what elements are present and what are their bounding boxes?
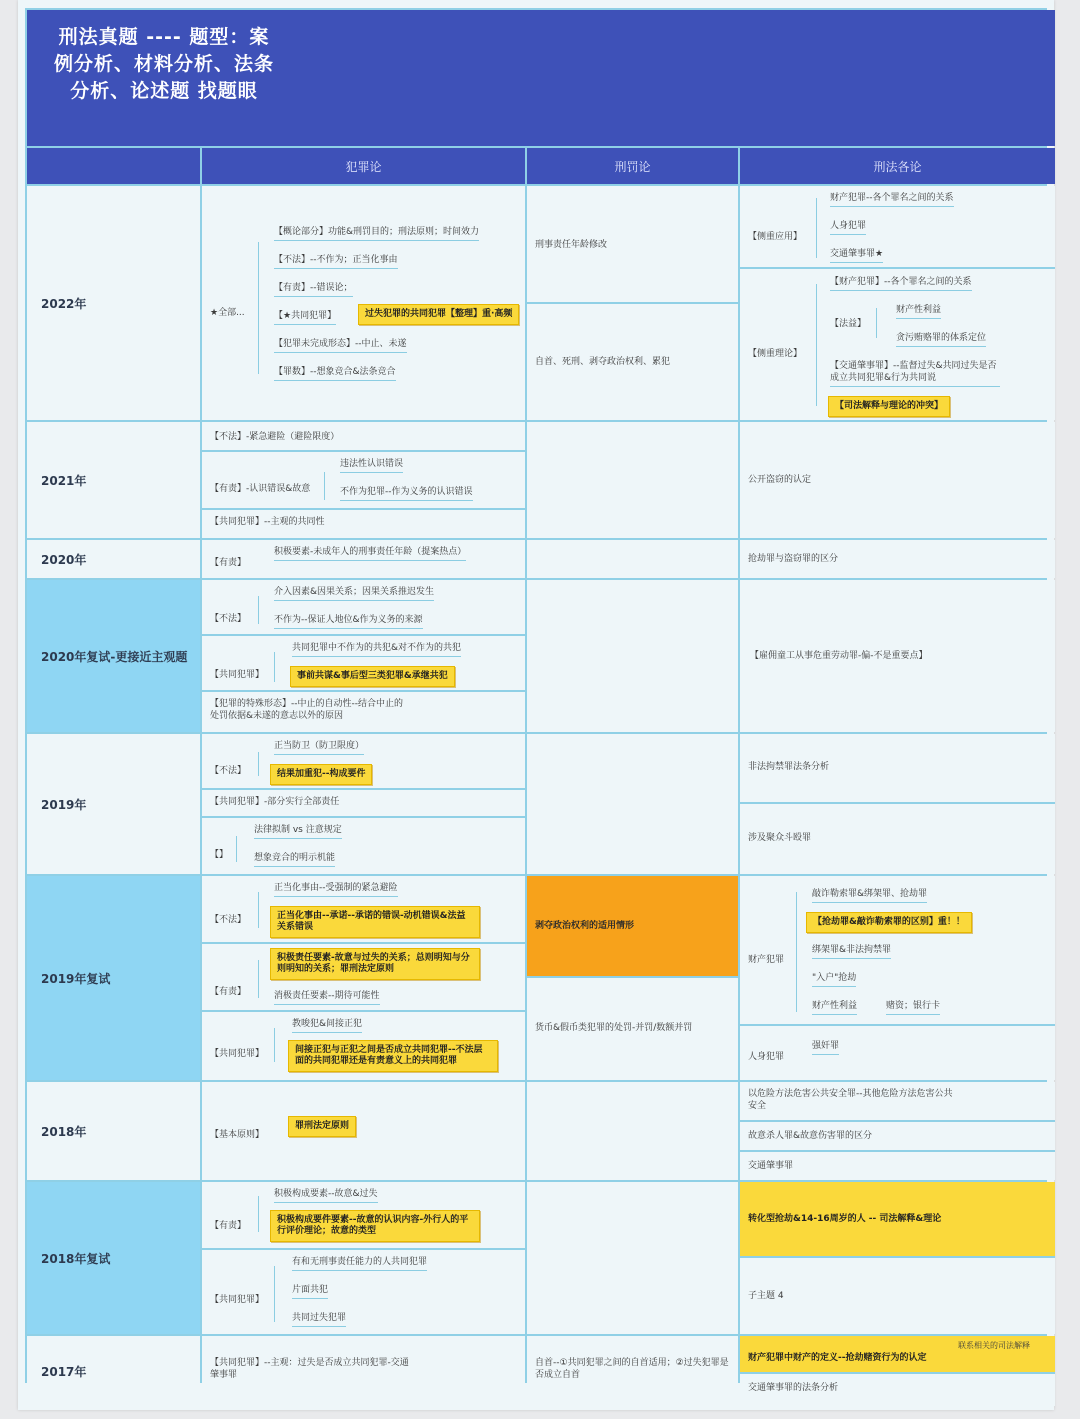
crime-2022 (202, 186, 525, 420)
node: 【犯罪未完成形态】--中止、未遂 (274, 338, 407, 353)
page-header (27, 10, 1055, 146)
node: 【罪数】--想象竞合&法条竞合 (274, 366, 396, 381)
node-note: 联系相关的司法解释 (958, 1341, 1030, 1350)
node: 自首--①共同犯罪之间的自首适用；②过失犯罪是否成立自首 (535, 1358, 729, 1380)
highlight-tag: 【抢劫罪&敲诈勒索罪的区别】重！！ (806, 912, 972, 933)
mindmap-table (25, 8, 1047, 1393)
node-root: 【不法】 (210, 766, 247, 776)
node: 财产犯罪中财产的定义--抢劫赌资行为的认定 (748, 1353, 927, 1363)
node: 正当化事由--受强制的紧急避险 (274, 882, 398, 897)
highlight-tag: 事前共谋&事后型三类犯罪&承继共犯 (290, 666, 455, 687)
highlight-tag: 过失犯罪的共同犯罪【整理】重·高频 (358, 304, 519, 325)
node-root: 【共同犯罪】 (210, 1295, 265, 1305)
node: 不作为--保证人地位&作为义务的来源 (274, 614, 423, 629)
column-header-punishment: 刑罚论 (527, 148, 738, 184)
node: 不作为犯罪--作为义务的认识错误 (340, 486, 473, 501)
year-label: 2020年复试-更接近主观题 (27, 580, 200, 732)
specific-2022 (740, 186, 1055, 420)
year-label: 2017年 (27, 1336, 200, 1406)
node: 介入因素&因果关系；因果关系推迟发生 (274, 586, 434, 601)
node-root: 【基本原则】 (210, 1130, 265, 1140)
node: 财产性利益 (812, 1000, 857, 1015)
node: 剥夺政治权利的适用情形 (535, 921, 635, 931)
corner-cell (27, 148, 200, 184)
specific-2021 (740, 422, 1055, 538)
mindmap-page (18, 0, 1054, 1410)
node: 法律拟制 vs 注意规定 (254, 824, 342, 839)
punish-2018 (527, 1082, 738, 1180)
year-label: 2019年复试 (27, 876, 200, 1080)
specific-2019 (740, 734, 1055, 874)
specific-2020-retest (740, 580, 1055, 732)
year-label: 2018年 (27, 1082, 200, 1180)
specific-2018 (740, 1082, 1055, 1180)
punish-2019-retest (527, 876, 738, 1080)
column-header-crime: 犯罪论 (202, 148, 525, 184)
node: 以危险方法危害公共安全罪--其他危险方法危害公共安全 (748, 1089, 953, 1111)
punish-2017 (527, 1336, 738, 1406)
year-label: 2018年复试 (27, 1182, 200, 1334)
node: 【财产犯罪】--各个罪名之间的关系 (830, 276, 972, 291)
node: 【★共同犯罪】 (274, 310, 336, 325)
highlight-tag: 结果加重犯--构成要件 (270, 764, 372, 785)
specific-2019-retest (740, 876, 1055, 1080)
node: 绑架罪&非法拘禁罪 (812, 944, 891, 959)
node: 【犯罪的特殊形态】--中止的自动性--结合中止的处罚依据&未遂的意志以外的原因 (210, 699, 403, 721)
crime-2018-retest (202, 1182, 525, 1334)
column-header-specific: 刑法各论 (740, 148, 1055, 184)
node: 交通肇事罪 (748, 1161, 794, 1171)
punish-2020 (527, 540, 738, 578)
punish-2020-retest (527, 580, 738, 732)
year-label: 2022年 (27, 186, 200, 420)
crime-2018 (202, 1082, 525, 1180)
node: 【不法】--不作为；正当化事由 (274, 254, 398, 269)
node: 货币&假币类犯罪的处罚-并罚/数额并罚 (535, 1023, 693, 1033)
crime-2020 (202, 540, 525, 578)
highlight-tag: 积极构成要件要素--故意的认识内容-外行人的平行评价理论；故意的类型 (270, 1210, 480, 1242)
node: 【不法】-紧急避险（避险限度） (210, 432, 340, 442)
node: 刑事责任年龄修改 (535, 240, 608, 250)
node-root: 【共同犯罪】 (210, 670, 265, 680)
node: 交通肇事罪的法条分析 (748, 1383, 839, 1393)
punish-2021 (527, 422, 738, 538)
highlight-tag: 【司法解释与理论的冲突】 (828, 396, 950, 417)
node: 贪污贿赂罪的体系定位 (896, 332, 986, 347)
node: 人身犯罪 (830, 220, 866, 235)
node-root: 【侧重理论】 (748, 349, 803, 359)
specific-2018-retest (740, 1182, 1055, 1334)
node: 赌资；银行卡 (886, 1000, 940, 1015)
node: 非法拘禁罪法条分析 (748, 762, 830, 772)
node-root: 财产犯罪 (748, 955, 785, 965)
node: 教唆犯&间接正犯 (292, 1018, 362, 1033)
node: 【共同犯罪】-部分实行全部责任 (210, 797, 340, 807)
node: 子主题 4 (748, 1291, 784, 1301)
node-root: 【有责】 (210, 1221, 247, 1231)
node: 消极责任要素--期待可能性 (274, 990, 380, 1005)
node: 【共同犯罪】--主观：过失是否成立共同犯罪-交通肇事罪 (210, 1358, 409, 1380)
node-root: 【共同犯罪】 (210, 1049, 265, 1059)
node: 转化型抢劫&14-16周岁的人 -- 司法解释&理论 (748, 1214, 942, 1224)
node: 想象竞合的明示机能 (254, 852, 335, 867)
punish-2022 (527, 186, 738, 420)
node-root: 【有责】-认识错误&故意 (210, 484, 311, 494)
node: 公开盗窃的认定 (748, 475, 812, 485)
node: "入户"抢劫 (812, 972, 856, 987)
node-root: 【不法】 (210, 614, 247, 624)
page-title: 刑法真题 ---- 题型：案例分析、材料分析、法条分析、论述题 找题眼 (53, 26, 274, 102)
crime-2021 (202, 422, 525, 538)
node: 【交通肇事罪】--监督过失&共同过失是否成立共同犯罪&行为共同说 (830, 360, 1000, 387)
year-label: 2019年 (27, 734, 200, 874)
node: 共同过失犯罪 (292, 1312, 346, 1327)
node: 敲诈勒索罪&绑架罪、抢劫罪 (812, 888, 927, 903)
node-root: 【侧重应用】 (748, 232, 803, 242)
node: 积极要素-未成年人的刑事责任年龄（提案热点） (274, 546, 466, 561)
node: 故意杀人罪&故意伤害罪的区分 (748, 1131, 873, 1141)
punish-2019 (527, 734, 738, 874)
crime-2019 (202, 734, 525, 874)
node-root: 【】 (210, 850, 229, 860)
node: 财产犯罪--各个罪名之间的关系 (830, 192, 954, 207)
node-root: 人身犯罪 (748, 1052, 785, 1062)
node: 片面共犯 (292, 1284, 328, 1299)
year-label: 2020年 (27, 540, 200, 578)
specific-2020 (740, 540, 1055, 578)
specific-2017 (740, 1336, 1055, 1406)
node: 共同犯罪中不作为的共犯&对不作为的共犯 (292, 642, 461, 657)
crime-2019-retest (202, 876, 525, 1080)
node-root: 【不法】 (210, 915, 247, 925)
node-root: ★全部... (210, 308, 245, 318)
punish-2018-retest (527, 1182, 738, 1334)
node-root: 【有责】 (210, 558, 247, 568)
node: 财产性利益 (896, 304, 941, 319)
node-root: 【有责】 (210, 987, 247, 997)
node: 违法性认识错误 (340, 458, 403, 473)
highlight-tag: 积极责任要素-故意与过失的关系；总则明知与分则明知的关系；罪刑法定原则 (270, 948, 480, 980)
node: 有和无刑事责任能力的人共同犯罪 (292, 1256, 427, 1271)
year-label: 2021年 (27, 422, 200, 538)
highlight-tag: 罪刑法定原则 (288, 1116, 356, 1137)
highlight-tag: 正当化事由--承诺--承诺的错误-动机错误&法益关系错误 (270, 906, 480, 938)
crime-2017 (202, 1336, 525, 1406)
node: 积极构成要素--故意&过失 (274, 1188, 378, 1203)
node: 交通肇事罪★ (830, 248, 883, 263)
node: 抢劫罪与盗窃罪的区分 (748, 554, 839, 564)
node: 强奸罪 (812, 1040, 839, 1055)
node: 【共同犯罪】--主观的共同性 (210, 517, 325, 527)
node: 【概论部分】功能&刑罚目的；刑法原则；时间效力 (274, 226, 479, 241)
crime-2020-retest (202, 580, 525, 732)
node-root: 【法益】 (830, 319, 867, 329)
node: 涉及聚众斗殴罪 (748, 833, 812, 843)
node: 自首、死刑、剥夺政治权利、累犯 (535, 357, 671, 367)
node: 【雇佣童工从事危重劳动罪-偏-不是重要点】 (750, 651, 928, 661)
highlight-tag: 间接正犯与正犯之间是否成立共同犯罪--不法层面的共同犯罪还是有责意义上的共同犯罪 (288, 1040, 498, 1072)
node: 正当防卫（防卫限度） (274, 740, 364, 755)
node: 【有责】--错误论； (274, 282, 353, 297)
